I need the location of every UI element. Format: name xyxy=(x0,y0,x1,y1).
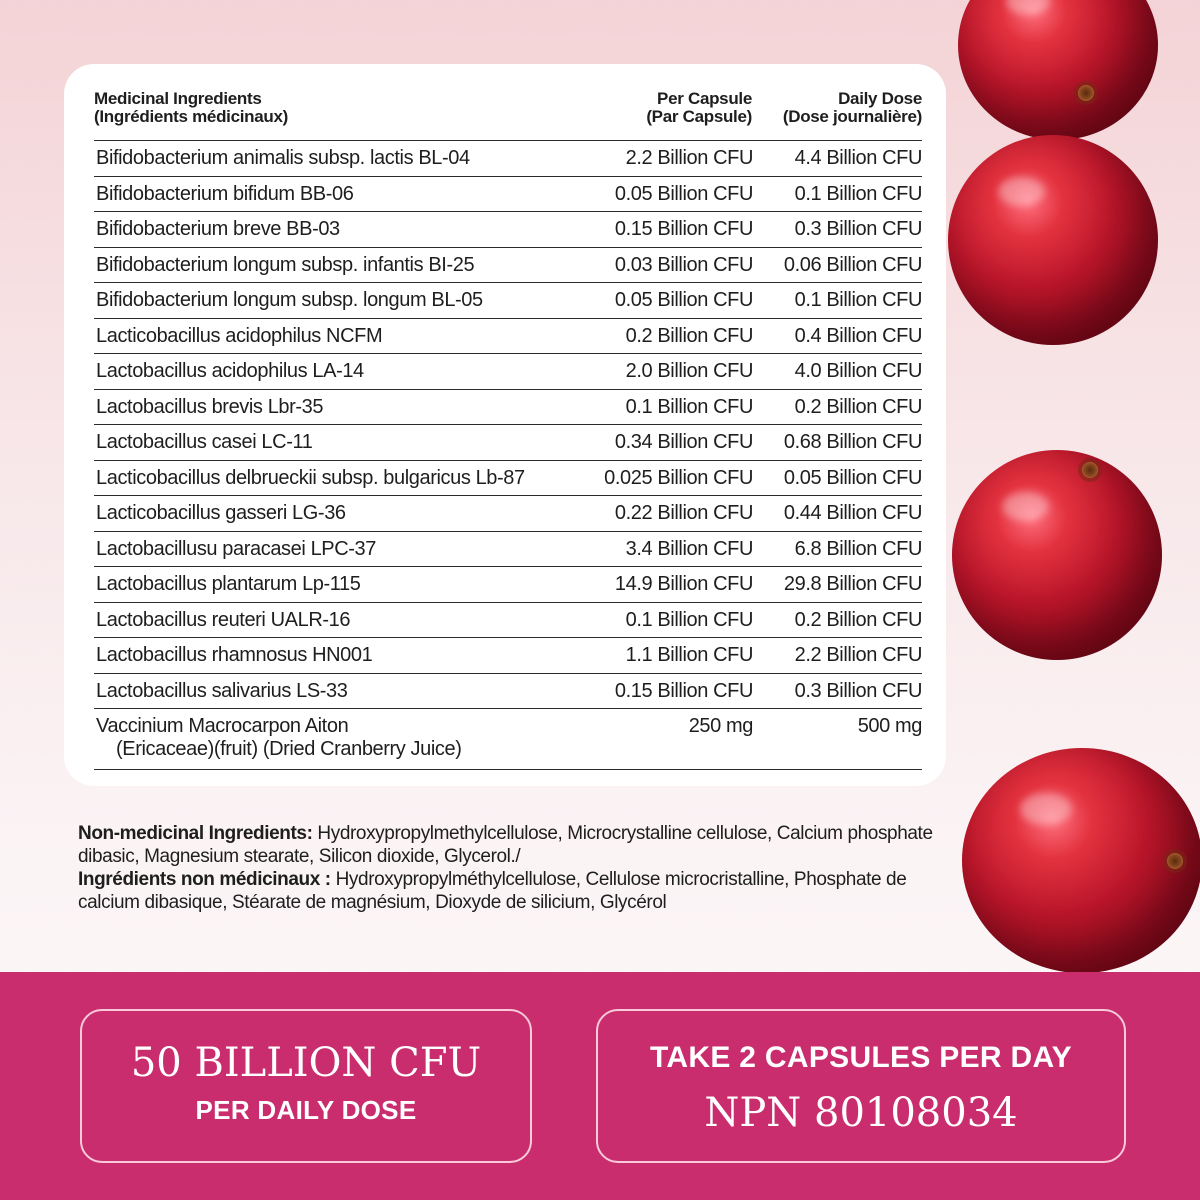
ingredient-name: Bifidobacterium bifidum BB-06 xyxy=(96,182,354,205)
per-capsule-value: 250 mg xyxy=(688,715,753,737)
daily-dose-value: 6.8 Billion CFU xyxy=(794,537,922,560)
table-row xyxy=(94,460,922,496)
per-capsule-value: 3.4 Billion CFU xyxy=(625,537,753,560)
non-medicinal-label-en: Non-medicinal Ingredients: xyxy=(78,823,313,844)
per-capsule-value: 2.2 Billion CFU xyxy=(625,147,753,169)
non-medicinal-ingredients xyxy=(78,822,958,914)
per-capsule-value: 0.1 Billion CFU xyxy=(625,608,753,631)
table-row xyxy=(94,318,922,354)
ingredient-name: Bifidobacterium breve BB-03 xyxy=(96,218,340,240)
ingredient-name: Lacticobacillus delbrueckii subsp. bulgaricus Lb-87 xyxy=(96,466,525,489)
daily-dose-value: 0.3 Billion CFU xyxy=(794,679,922,702)
bottom-banner xyxy=(0,972,1200,1200)
daily-dose-value: 0.2 Billion CFU xyxy=(794,608,922,631)
daily-dose-value: 0.1 Billion CFU xyxy=(794,182,922,205)
table-row xyxy=(94,176,922,212)
daily-dose-value: 0.3 Billion CFU xyxy=(794,218,922,240)
daily-dose-value: 4.0 Billion CFU xyxy=(794,360,922,382)
per-capsule-value: 0.05 Billion CFU xyxy=(614,182,753,205)
per-capsule-value: 0.025 Billion CFU xyxy=(604,466,753,489)
cranberry-icon xyxy=(962,748,1200,973)
ingredient-name: Lactobacillusu paracasei LPC-37 xyxy=(96,537,376,560)
ingredient-name: Lacticobacillus acidophilus NCFM xyxy=(96,324,383,347)
ingredients-card xyxy=(64,64,946,786)
ingredient-name-line2: (Ericaceae)(fruit) (Dried Cranberry Juice) xyxy=(116,738,462,760)
per-capsule-value: 0.22 Billion CFU xyxy=(614,502,753,524)
ingredient-name: Bifidobacterium longum subsp. infantis BI-25 xyxy=(96,253,475,276)
header-daily-dose: Daily Dose (Dose journalière) xyxy=(782,89,922,126)
table-row xyxy=(94,282,922,318)
cfu-subtitle: PER DAILY DOSE xyxy=(195,1095,417,1125)
table-row xyxy=(94,673,922,709)
per-capsule-value: 0.05 Billion CFU xyxy=(614,289,753,311)
ingredient-name: Lactobacillus casei LC-11 xyxy=(96,431,313,453)
per-capsule-value: 0.15 Billion CFU xyxy=(614,218,753,240)
daily-dose-value: 0.4 Billion CFU xyxy=(794,324,922,347)
table-row xyxy=(94,424,922,460)
ingredient-name: Lactobacillus acidophilus LA-14 xyxy=(96,360,364,382)
ingredient-name: Lactobacillus plantarum Lp-115 xyxy=(96,573,361,595)
ingredient-name: Lactobacillus salivarius LS-33 xyxy=(96,679,348,702)
table-row xyxy=(94,602,922,638)
table-row xyxy=(94,247,922,283)
table-row xyxy=(94,566,922,602)
table-row xyxy=(94,708,922,770)
table-header xyxy=(94,90,922,134)
daily-dose-value: 0.44 Billion CFU xyxy=(783,502,922,524)
daily-dose-value: 0.06 Billion CFU xyxy=(783,253,922,276)
dosage-box xyxy=(596,1009,1126,1163)
non-medicinal-label-fr: Ingrédients non médicinaux : xyxy=(78,869,331,890)
table-row xyxy=(94,531,922,567)
table-row xyxy=(94,495,922,531)
table-row xyxy=(94,211,922,247)
daily-dose-value: 29.8 Billion CFU xyxy=(783,573,922,595)
ingredient-name: Bifidobacterium animalis subsp. lactis BL-04 xyxy=(96,147,470,169)
ingredients-table xyxy=(94,140,922,770)
daily-dose-value: 0.68 Billion CFU xyxy=(783,431,922,453)
cranberry-icon xyxy=(952,450,1162,660)
per-capsule-value: 14.9 Billion CFU xyxy=(614,573,753,595)
non-medicinal-text-en: Hydroxypropylmethylcellulose, Microcrystalline cellulose, Calcium phosphate dibasic, Magnesium stearate, Silicon dioxide, Glycerol./ xyxy=(78,823,933,867)
cranberry-icon xyxy=(948,135,1158,345)
per-capsule-value: 0.1 Billion CFU xyxy=(625,395,753,418)
per-capsule-value: 0.15 Billion CFU xyxy=(614,679,753,702)
ingredient-name: Vaccinium Macrocarpon Aiton xyxy=(96,715,349,737)
npn-number: NPN 80108034 xyxy=(704,1090,1018,1136)
ingredient-name: Lactobacillus reuteri UALR-16 xyxy=(96,608,351,631)
header-per-capsule: Per Capsule (Par Capsule) xyxy=(646,89,752,126)
non-medicinal-text-fr: Hydroxypropylméthylcellulose, Cellulose microcristalline, Phosphate de calcium dibasique, Stéarate de magnésium, Dioxyde de silicium, Glycérol xyxy=(78,869,907,913)
ingredient-name: Lacticobacillus gasseri LG-36 xyxy=(96,502,346,524)
ingredient-name: Lactobacillus brevis Lbr-35 xyxy=(96,395,324,418)
daily-dose-value: 2.2 Billion CFU xyxy=(794,644,922,666)
per-capsule-value: 0.2 Billion CFU xyxy=(625,324,753,347)
ingredient-name: Bifidobacterium longum subsp. longum BL-05 xyxy=(96,289,483,311)
dosage-instruction: TAKE 2 CAPSULES PER DAY xyxy=(650,1041,1072,1074)
header-ingredients: Medicinal Ingredients (Ingrédients médicinaux) xyxy=(94,89,289,126)
cfu-total: 50 BILLION CFU xyxy=(130,1040,482,1086)
table-row xyxy=(94,637,922,673)
per-capsule-value: 1.1 Billion CFU xyxy=(625,644,753,666)
daily-dose-value: 0.1 Billion CFU xyxy=(794,289,922,311)
table-row xyxy=(94,389,922,425)
cranberry-icon xyxy=(958,0,1158,140)
table-row xyxy=(94,353,922,389)
daily-dose-value: 4.4 Billion CFU xyxy=(794,147,922,169)
daily-dose-value: 0.05 Billion CFU xyxy=(783,466,922,489)
cfu-box xyxy=(80,1009,532,1163)
ingredient-name: Lactobacillus rhamnosus HN001 xyxy=(96,644,373,666)
per-capsule-value: 0.03 Billion CFU xyxy=(614,253,753,276)
table-row xyxy=(94,140,922,176)
daily-dose-value: 0.2 Billion CFU xyxy=(794,395,922,418)
per-capsule-value: 2.0 Billion CFU xyxy=(625,360,753,382)
daily-dose-value: 500 mg xyxy=(857,715,922,737)
per-capsule-value: 0.34 Billion CFU xyxy=(614,431,753,453)
